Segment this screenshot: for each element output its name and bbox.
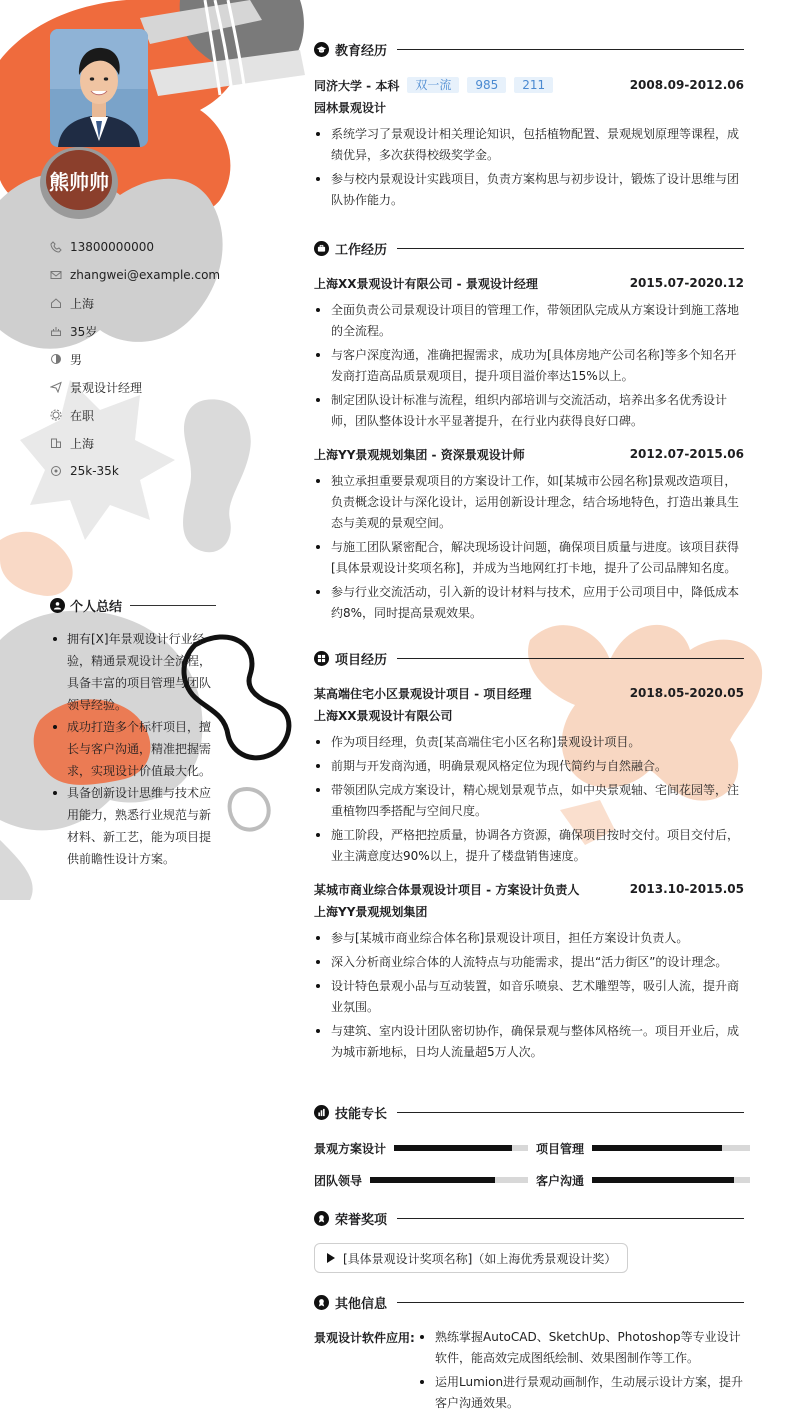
info-award-icon [314,1295,329,1310]
software-label: 景观设计软件应用: [314,1331,415,1345]
section-title: 其他信息 [335,1296,388,1312]
contact-status [50,401,260,429]
list-item: 制定团队设计标准与流程，组织内部培训与交流活动，培养出多名优秀设计师，团队整体设计水平显著提升，在行业内获得良好口碑。 [314,390,744,432]
education-major: 园林景观设计 [314,101,387,115]
skill-fill [592,1145,722,1151]
award-icon [314,1211,329,1226]
contact-email [50,261,260,289]
project-row [314,878,744,900]
list-item: 具备创新设计思维与技术应用能力，熟悉行业规范与新材料、新工艺，能为项目提供前瞻性设计方案。 [50,782,216,870]
education-date: 2008.09-2012.06 [629,78,744,92]
education-header [314,38,744,60]
skills-section [314,1101,744,1191]
contact-text: 13800000000 [70,240,154,254]
skill-name: 项目管理 [536,1141,585,1156]
tag-badge: 211 [514,77,553,93]
cake-icon [50,325,62,337]
profile-photo [50,29,148,147]
work-section [314,237,744,627]
list-item: 参与行业交流活动，引入新的设计材料与技术，应用于公司项目中，降低成本约8%，同时提高景观效果。 [314,582,744,624]
mail-icon [50,269,62,281]
contact-city [50,429,260,457]
software-block [314,1327,744,1417]
job-list [314,471,744,624]
list-item: 成功打造多个标杆项目，擅长与客户沟通，精准把握需求，实现设计价值最大化。 [50,716,216,782]
skills-grid [314,1137,744,1191]
list-item: 前期与开发商沟通，明确景观风格定位为现代简约与自然融合。 [314,756,744,777]
section-divider [397,248,744,249]
school-tags [407,77,561,93]
list-item: 独立承担重要景观项目的方案设计工作，如[某城市公园名称]景观改造项目，负责概念设计与深化设计，运用创新设计理念，结合场地特色，打造出兼具生态与美观的景观空间。 [314,471,744,534]
other-section [314,1291,744,1417]
skill-fill [370,1177,495,1183]
skill-fill [394,1145,512,1151]
education-row [314,74,744,96]
tag-badge: 双一流 [407,77,459,93]
skill-name: 客户沟通 [536,1173,585,1188]
project-company: 上海YY景观规划集团 [314,905,428,919]
list-item: 熟练掌握AutoCAD、SketchUp、Photoshop等专业设计软件，能高效完成图纸绘制、效果图制作等工作。 [418,1327,744,1369]
contact-text: zhangwei@example.com [70,268,221,282]
project-row [314,682,744,704]
contact-list [50,233,260,485]
list-item: 拥有[X]年景观设计行业经验，精通景观设计全流程，具备丰富的项目管理与团队领导经验。 [50,628,216,716]
awards-section [314,1207,744,1273]
section-title: 教育经历 [335,43,388,59]
skill-item [536,1137,750,1159]
avatar-illustration [50,29,148,147]
job-row [314,272,744,294]
section-title: 技能专长 [335,1106,388,1122]
school-name: 同济大学 - 本科 [314,78,400,93]
home-icon [50,297,62,309]
contact-position [50,373,260,401]
building-icon [50,437,62,449]
name-badge [46,150,112,210]
graduation-cap-icon [314,42,329,57]
project-company: 上海XX景观设计有限公司 [314,709,453,723]
contact-text: 25k-35k [70,464,119,478]
list-item: 设计特色景观小品与互动装置，如音乐喷泉、艺术雕塑等，吸引人流，提升商业氛围。 [314,976,744,1018]
skill-item [314,1169,528,1191]
section-title: 荣誉奖项 [335,1212,388,1228]
list-item: 系统学习了景观设计相关理论知识，包括植物配置、景观规划原理等课程，成绩优异，多次获得校级奖学金。 [314,124,744,166]
project-list [314,928,744,1063]
education-list [314,124,744,211]
skill-bar [592,1145,750,1151]
project-list [314,732,744,867]
section-title: 项目经历 [335,652,388,668]
section-divider [130,605,216,606]
section-title: 个人总结 [70,599,123,615]
skill-fill [592,1177,734,1183]
awards-header [314,1207,744,1229]
triangle-right-icon [327,1253,335,1263]
section-divider [397,49,744,50]
work-header [314,237,744,259]
job-list [314,300,744,432]
list-item: 与施工团队紧密配合，解决现场设计问题，确保项目质量与进度。该项目获得[具体景观设计奖项名称]，并成为当地网红打卡地，提升了公司品牌知名度。 [314,537,744,579]
tag-badge: 985 [467,77,506,93]
section-divider [397,658,744,659]
gender-icon [50,353,62,365]
skill-bar [394,1145,528,1151]
summary-header [50,594,216,616]
grid-icon [314,651,329,666]
list-item: 作为项目经理，负责[某高端住宅小区名称]景观设计项目。 [314,732,744,753]
section-divider [397,1302,744,1303]
contact-text: 景观设计经理 [70,380,143,395]
section-title: 工作经历 [335,242,388,258]
contact-text: 35岁 [70,324,98,339]
projects-section [314,647,744,1066]
award-text: [具体景观设计奖项名称]（如上海优秀景观设计奖） [343,1251,617,1266]
section-divider [397,1112,744,1113]
projects-header [314,647,744,669]
list-item: 全面负责公司景观设计项目的管理工作，带领团队完成从方案设计到施工落地的全流程。 [314,300,744,342]
skill-name: 景观方案设计 [314,1141,387,1156]
contact-gender [50,345,260,373]
skill-bar [592,1177,750,1183]
contact-text: 在职 [70,408,95,423]
skills-header [314,1101,744,1123]
skill-item [314,1137,528,1159]
project-date: 2018.05-2020.05 [629,686,744,700]
list-item: 运用Lumion进行景观动画制作，生动展示设计方案，提升客户沟通效果。 [418,1372,744,1414]
skill-name: 团队领导 [314,1173,363,1188]
summary-list [50,628,216,870]
job-title: 上海YY景观规划集团 - 资深景观设计师 [314,447,525,462]
other-header [314,1291,744,1313]
list-item: 施工阶段，严格把控质量，协调各方资源，确保项目按时交付。项目交付后，业主满意度达90%以上，提升了楼盘销售速度。 [314,825,744,867]
phone-icon [50,241,62,253]
briefcase-icon [314,241,329,256]
job-row [314,443,744,465]
list-item: 与建筑、室内设计团队密切协作，确保景观与整体风格统一。项目开业后，成为城市新地标，日均人流量超5万人次。 [314,1021,744,1063]
user-icon [50,598,65,613]
contact-text: 上海 [70,296,95,311]
skill-bar [370,1177,528,1183]
bar-chart-icon [314,1105,329,1120]
list-item: 深入分析商业综合体的人流特点与功能需求，提出“活力街区”的设计理念。 [314,952,744,973]
project-date: 2013.10-2015.05 [629,882,744,896]
skill-item [536,1169,750,1191]
contact-salary [50,457,260,485]
list-item: 参与[某城市商业综合体名称]景观设计项目，担任方案设计负责人。 [314,928,744,949]
job-date: 2012.07-2015.06 [629,447,744,461]
contact-phone [50,233,260,261]
software-list [418,1327,744,1417]
status-icon [50,409,62,421]
list-item: 带领团队完成方案设计，精心规划景观节点，如中央景观轴、宅间花园等，注重植物四季搭配与空间尺度。 [314,780,744,822]
salary-icon [50,465,62,477]
contact-text: 男 [70,352,83,367]
list-item: 参与校内景观设计实践项目，负责方案构思与初步设计，锻炼了设计思维与团队协作能力。 [314,169,744,211]
award-item[interactable] [314,1243,628,1273]
send-icon [50,381,62,393]
list-item: 与客户深度沟通，准确把握需求，成功为[具体房地产公司名称]等多个知名开发商打造高品质景观项目，提升项目溢价率达15%以上。 [314,345,744,387]
project-title: 某城市商业综合体景观设计项目 - 方案设计负责人 [314,882,580,897]
section-divider [397,1218,744,1219]
job-date: 2015.07-2020.12 [629,276,744,290]
candidate-name: 熊帅帅 [49,169,109,194]
left-column [0,0,270,1420]
education-section [314,38,744,214]
contact-age [50,317,260,345]
contact-text: 上海 [70,436,95,451]
job-title: 上海XX景观设计有限公司 - 景观设计经理 [314,276,538,291]
contact-location [50,289,260,317]
project-title: 某高端住宅小区景观设计项目 - 项目经理 [314,686,532,701]
